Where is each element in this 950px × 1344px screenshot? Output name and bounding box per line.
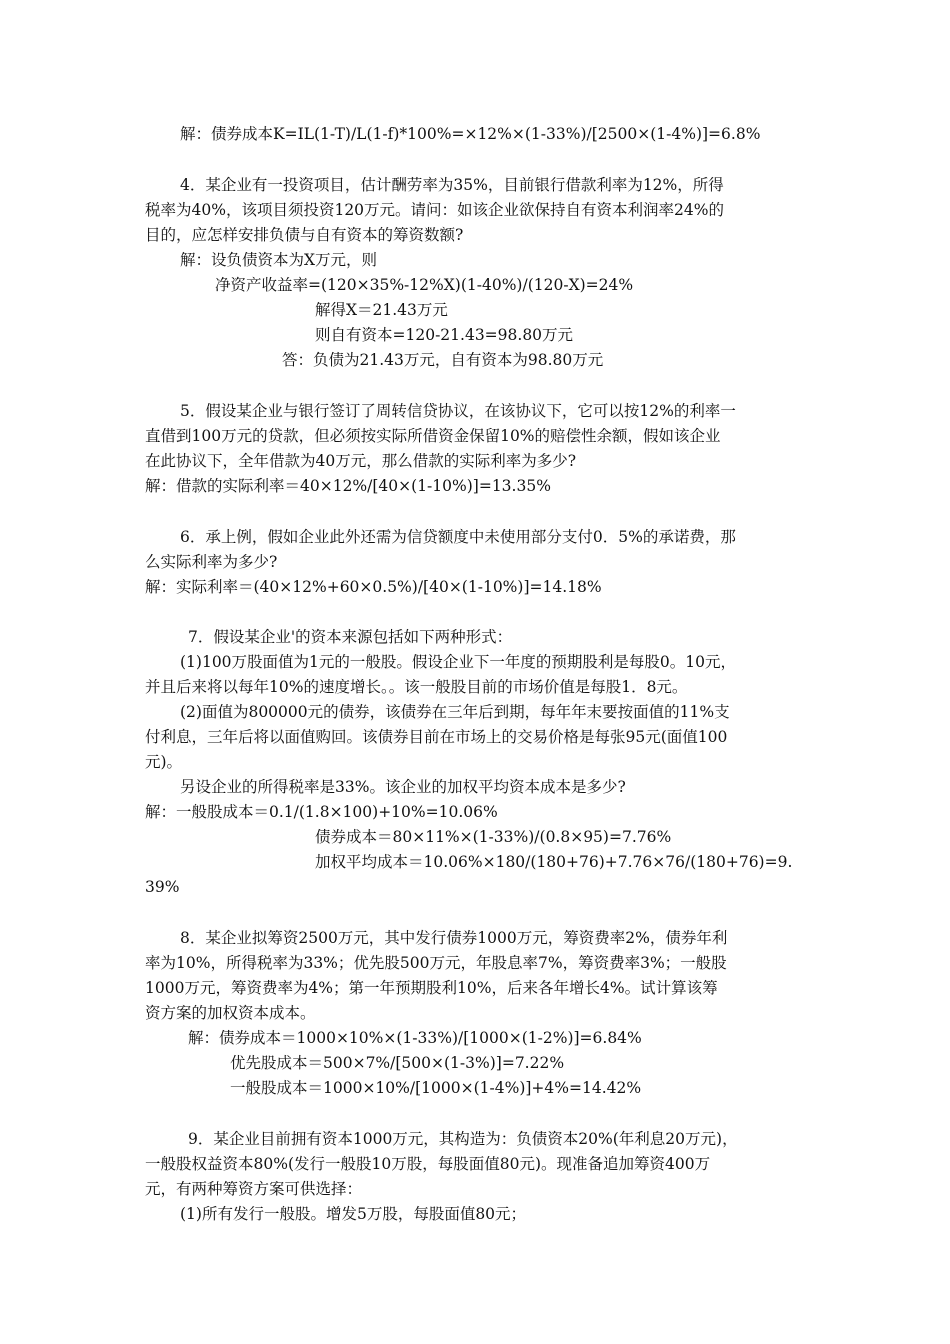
q3-solution: 解：债券成本K=IL(1-T)/L(1-f)*100%=×12%×(1-33%)/[2500×(1-4%)]=6.8% xyxy=(180,125,761,143)
q7-question-line-2: (1)100万股面值为1元的一般股。假设企业下一年度的预期股利是每股0。10元， xyxy=(180,653,736,671)
q7-question-line-1: 7．假设某企业'的资本来源包括如下两种形式： xyxy=(188,628,513,646)
q7-question-line-7: 另设企业的所得税率是33%。该企业的加权平均资本成本是多少? xyxy=(180,778,626,796)
q4-question-line-3: 目的，应怎样安排负债与自有资本的筹资数额? xyxy=(145,226,464,244)
q8-solution-line-2: 优先股成本＝500×7%/[500×(1-3%)]=7.22% xyxy=(230,1054,565,1072)
q7-solution-line-1: 解：一般股成本＝0.1/(1.8×100)+10%=10.06% xyxy=(145,803,498,821)
q8-solution-line-3: 一般股成本＝1000×10%/[1000×(1-4%)]+4%=14.42% xyxy=(230,1079,642,1097)
q4-solution-line-2: 净资产收益率=(120×35%-12%X)(1-40%)/(120-X)=24% xyxy=(215,276,634,294)
q7-question-line-5: 付利息，三年后将以面值购回。该债券目前在市场上的交易价格是每张95元(面值100 xyxy=(145,728,728,746)
q4-solution-line-4: 则自有资本=120-21.43=98.80万元 xyxy=(315,326,574,344)
q4-solution-line-3: 解得X＝21.43万元 xyxy=(315,301,448,319)
q5-question-line-3: 在此协议下，全年借款为40万元，那么借款的实际利率为多少? xyxy=(145,452,577,470)
q7-question-line-3: 并且后来将以每年10%的速度增长。。该一般股目前的市场价值是每股1．8元。 xyxy=(145,678,688,696)
q9-question-line-3: 元，有两种筹资方案可供选择： xyxy=(145,1180,363,1198)
q7-question-line-6: 元)。 xyxy=(145,753,183,771)
q5-question-line-2: 直借到100万元的贷款，但必须按实际所借资金保留10%的赔偿性余额，假如该企业 xyxy=(145,427,721,445)
q9-question-line-1: 9．某企业目前拥有资本1000万元，其构造为：负债资本20%(年利息20万元)， xyxy=(188,1130,738,1148)
q9-question-line-2: 一般股权益资本80%(发行一般股10万股，每股面值80元)。现准备追加筹资400万 xyxy=(145,1155,711,1173)
q4-question-line-2: 税率为40%，该项目须投资120万元。请问：如该企业欲保持自有资本利润率24%的 xyxy=(145,201,724,219)
q4-answer: 答：负债为21.43万元，自有资本为98.80万元 xyxy=(282,351,604,369)
q6-question-line-2: 么实际利率为多少? xyxy=(145,553,278,571)
q7-question-line-4: (2)面值为800000元的债券，该债券在三年后到期，每年年末要按面值的11%支 xyxy=(180,703,730,721)
q8-question-line-1: 8．某企业拟筹资2500万元，其中发行债券1000万元，筹资费率2%，债券年利 xyxy=(180,929,728,947)
q6-question-line-1: 6．承上例，假如企业此外还需为信贷额度中未使用部分支付0．5%的承诺费，那 xyxy=(180,528,736,546)
q7-solution-line-4: 39% xyxy=(145,878,180,896)
q7-solution-line-3: 加权平均成本＝10.06%×180/(180+76)+7.76×76/(180+76)=9. xyxy=(315,853,793,871)
q5-solution: 解：借款的实际利率＝40×12%/[40×(1-10%)]=13.35% xyxy=(145,477,551,495)
q8-question-line-2: 率为10%，所得税率为33%；优先股500万元，年股息率7%，筹资费率3%；一般股 xyxy=(145,954,727,972)
q5-question-line-1: 5．假设某企业与银行签订了周转信贷协议，在该协议下，它可以按12%的利率一 xyxy=(180,402,736,420)
q9-question-line-4: (1)所有发行一般股。增发5万股，每股面值80元； xyxy=(180,1205,527,1223)
q8-question-line-3: 1000万元，筹资费率为4%；第一年预期股利10%，后来各年增长4%。试计算该筹 xyxy=(145,979,718,997)
q7-solution-line-2: 债券成本＝80×11%×(1-33%)/(0.8×95)=7.76% xyxy=(315,828,672,846)
q6-solution: 解：实际利率＝(40×12%+60×0.5%)/[40×(1-10%)]=14.18% xyxy=(145,578,602,596)
q8-question-line-4: 资方案的加权资本成本。 xyxy=(145,1004,316,1022)
q8-solution-line-1: 解：债券成本＝1000×10%×(1-33%)/[1000×(1-2%)]=6.84% xyxy=(188,1029,642,1047)
q4-question-line-1: 4．某企业有一投资项目，估计酬劳率为35%，目前银行借款利率为12%，所得 xyxy=(180,176,724,194)
q4-solution-line-1: 解：设负债资本为X万元，则 xyxy=(180,251,378,269)
